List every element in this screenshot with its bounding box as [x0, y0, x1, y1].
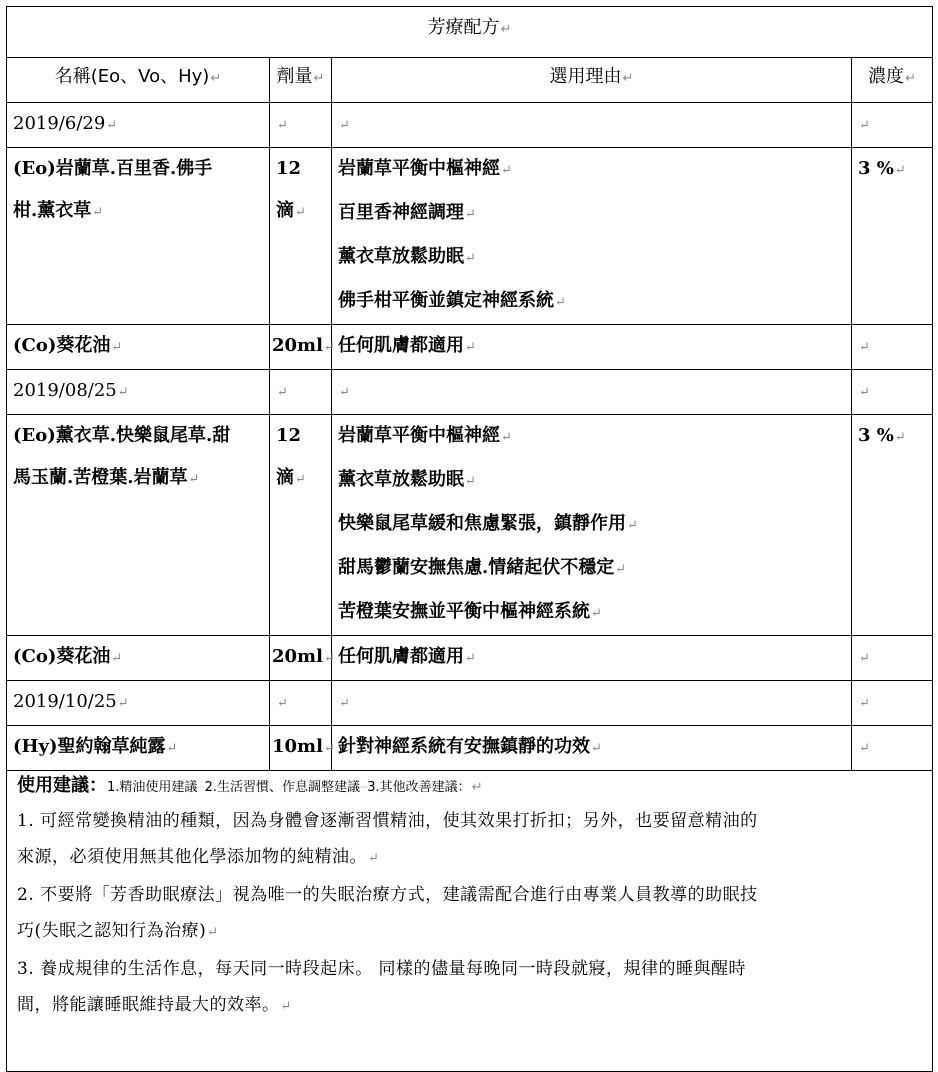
conc-cell: ↵ — [852, 681, 933, 726]
reason-cell: 任何肌膚都適用↵ — [332, 636, 852, 681]
advice-paragraph: 1. 可經常變換精油的種類，因為身體會逐漸習慣精油，使其效果打折扣；另外，也要留意精油的 來源，必須使用無其他化學添加物的純精油。↵ — [17, 811, 758, 867]
dose-cell: 20ml↵ — [270, 636, 332, 681]
conc-cell: ↵ — [852, 325, 933, 370]
date-cell: 2019/6/29↵ — [7, 103, 270, 148]
dose-cell: 10ml↵ — [270, 726, 332, 771]
table-row — [7, 148, 933, 325]
conc-cell: 3 %↵ — [852, 415, 933, 636]
header-dose: 劑量↵ — [270, 58, 332, 103]
reason-cell: ↵ — [332, 103, 852, 148]
header-name: 名稱(Eo、Vo、Hy)↵ — [7, 58, 270, 103]
document-page — [6, 6, 932, 1018]
reason-cell: ↵ — [332, 370, 852, 415]
reason-cell: 岩蘭草平衡中樞神經↵ 薰衣草放鬆助眠↵ 快樂鼠尾草緩和焦慮緊張，鎮靜作用↵ 甜馬鬱蘭安撫焦慮.情緒起伏不穩定↵ 苦橙葉安撫並平衡中樞神經系統↵ — [332, 415, 852, 636]
name-cell: (Co)葵花油↵ — [7, 636, 270, 681]
conc-cell: ↵ — [852, 370, 933, 415]
table-row — [7, 636, 933, 681]
name-cell: (Co)葵花油↵ — [7, 325, 270, 370]
advice-paragraph: 2. 不要將「芳香助眠療法」視為唯一的失眠治療方式，建議需配合進行由專業人員教導的助眠技 巧(失眠之認知行為治療)↵ — [17, 885, 758, 941]
name-cell: (Eo)薰衣草.快樂鼠尾草.甜 馬玉蘭.苦橙葉.岩蘭草↵ — [7, 415, 270, 636]
conc-cell: 3 %↵ — [852, 148, 933, 325]
dose-cell: ↵ — [270, 681, 332, 726]
dose-cell: 12 滴↵ — [270, 148, 332, 325]
table-row — [7, 370, 933, 415]
reason-cell: 岩蘭草平衡中樞神經↵ 百里香神經調理↵ 薰衣草放鬆助眠↵ 佛手柑平衡並鎮定神經系統↵ — [332, 148, 852, 325]
header-reason: 選用理由↵ — [332, 58, 852, 103]
table-row — [7, 415, 933, 636]
dose-cell: 20ml↵ — [270, 325, 332, 370]
paragraph-mark: ↵ — [500, 22, 512, 37]
reason-cell: 任何肌膚都適用↵ — [332, 325, 852, 370]
table-row — [7, 103, 933, 148]
reason-cell: ↵ — [332, 681, 852, 726]
table-row — [7, 325, 933, 370]
usage-advice — [7, 771, 933, 1072]
dose-cell: ↵ — [270, 103, 332, 148]
conc-cell: ↵ — [852, 103, 933, 148]
table-title: 芳療配方↵ — [7, 7, 933, 58]
aromatherapy-recipe-table — [6, 6, 933, 1072]
date-cell: 2019/08/25↵ — [7, 370, 270, 415]
name-cell: (Hy)聖約翰草純露↵ — [7, 726, 270, 771]
table-row — [7, 681, 933, 726]
advice-paragraph: 3. 養成規律的生活作息，每天同一時段起床。 同樣的儘量每晚同一時段就寢，規律的睡與醒時 間，將能讓睡眠維持最大的效率。↵ — [17, 959, 747, 1015]
header-conc: 濃度↵ — [852, 58, 933, 103]
conc-cell: ↵ — [852, 636, 933, 681]
reason-cell: 針對神經系統有安撫鎮靜的功效↵ — [332, 726, 852, 771]
header-row — [7, 58, 933, 103]
name-cell: (Eo)岩蘭草.百里香.佛手 柑.薰衣草↵ — [7, 148, 270, 325]
advice-heading: 使用建議：1.精油使用建議┈2.生活習慣、作息調整建議┈3.其他改善建議：↵ — [17, 775, 483, 796]
table-row — [7, 726, 933, 771]
date-cell: 2019/10/25↵ — [7, 681, 270, 726]
conc-cell: ↵ — [852, 726, 933, 771]
dose-cell: ↵ — [270, 370, 332, 415]
dose-cell: 12 滴↵ — [270, 415, 332, 636]
